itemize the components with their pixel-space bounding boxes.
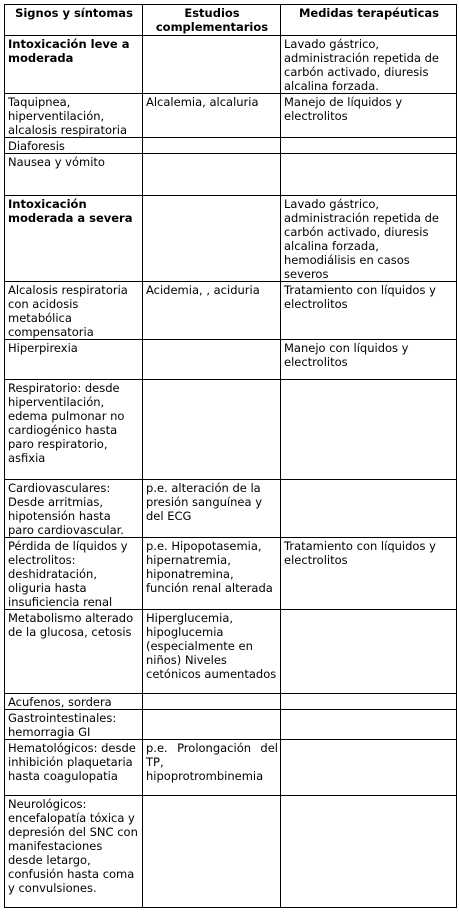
measures-cell xyxy=(281,694,457,710)
studies-cell xyxy=(143,138,281,154)
studies-cell: Alcalemia, alcaluria xyxy=(143,94,281,138)
measures-cell xyxy=(281,796,457,908)
table-row xyxy=(5,340,457,380)
table-row xyxy=(5,94,457,138)
measures-cell: Manejo con líquidos y electrolitos xyxy=(281,340,457,380)
measures-cell xyxy=(281,380,457,480)
table-row xyxy=(5,740,457,796)
table-row xyxy=(5,138,457,154)
measures-cell xyxy=(281,740,457,796)
studies-cell xyxy=(143,694,281,710)
header-studies: Estudios complementarios xyxy=(143,5,281,36)
table-row xyxy=(5,610,457,694)
table-row xyxy=(5,380,457,480)
signs-cell: Gastrointestinales: hemorragia GI xyxy=(5,710,143,740)
table-row xyxy=(5,538,457,610)
measures-cell xyxy=(281,480,457,538)
measures-cell xyxy=(281,138,457,154)
table-row xyxy=(5,196,457,282)
studies-cell xyxy=(143,154,281,196)
signs-cell: Acufenos, sordera xyxy=(5,694,143,710)
table-row xyxy=(5,36,457,94)
table-row xyxy=(5,694,457,710)
header-row xyxy=(5,5,457,36)
signs-cell: Intoxicación moderada a severa xyxy=(5,196,143,282)
header-signs: Signos y síntomas xyxy=(5,5,143,36)
studies-cell xyxy=(143,380,281,480)
signs-cell: Pérdida de líquidos y electrolitos: deshidratación, oliguria hasta insuficiencia renal xyxy=(5,538,143,610)
table-row xyxy=(5,282,457,340)
measures-cell: Lavado gástrico, administración repetida de carbón activado, diuresis alcalina forzada. xyxy=(281,36,457,94)
signs-cell: Cardiovasculares: Desde arritmias, hipotensión hasta paro cardiovascular. xyxy=(5,480,143,538)
table-row xyxy=(5,796,457,908)
table-row xyxy=(5,480,457,538)
signs-cell: Hiperpirexia xyxy=(5,340,143,380)
signs-cell: Respiratorio: desde hiperventilación, edema pulmonar no cardiogénico hasta paro respiratorio, asfixia xyxy=(5,380,143,480)
signs-cell: Nausea y vómito xyxy=(5,154,143,196)
studies-cell xyxy=(143,36,281,94)
table-body xyxy=(5,36,457,908)
table-row xyxy=(5,154,457,196)
studies-cell: Hiperglucemia, hipoglucemia (especialmente en niños) Niveles cetónicos aumentados xyxy=(143,610,281,694)
symptoms-table xyxy=(4,4,457,908)
studies-cell xyxy=(143,340,281,380)
signs-cell: Neurológicos: encefalopatía tóxica y depresión del SNC con manifestaciones desde letargo, confusión hasta coma y convulsiones. xyxy=(5,796,143,908)
signs-cell: Alcalosis respiratoria con acidosis metabólica compensatoria xyxy=(5,282,143,340)
measures-cell xyxy=(281,710,457,740)
header-measures: Medidas terapéuticas xyxy=(281,5,457,36)
signs-cell: Metabolismo alterado de la glucosa, cetosis xyxy=(5,610,143,694)
studies-cell: p.e. Hipopotasemia, hipernatremia, hiponatremina, función renal alterada xyxy=(143,538,281,610)
studies-cell xyxy=(143,710,281,740)
measures-cell xyxy=(281,154,457,196)
signs-cell: Taquipnea, hiperventilación, alcalosis respiratoria xyxy=(5,94,143,138)
measures-cell: Tratamiento con líquidos y electrolitos xyxy=(281,538,457,610)
studies-cell xyxy=(143,796,281,908)
table-row xyxy=(5,710,457,740)
studies-cell: Acidemia, , aciduria xyxy=(143,282,281,340)
measures-cell: Tratamiento con líquidos y electrolitos xyxy=(281,282,457,340)
measures-cell: Manejo de líquidos y electrolitos xyxy=(281,94,457,138)
signs-cell: Hematológicos: desde inhibición plaquetaria hasta coagulopatia xyxy=(5,740,143,796)
studies-cell xyxy=(143,196,281,282)
measures-cell xyxy=(281,610,457,694)
measures-cell: Lavado gástrico, administración repetida de carbón activado, diuresis alcalina forzada, hemodiálisis en casos severos xyxy=(281,196,457,282)
signs-cell: Intoxicación leve a moderada xyxy=(5,36,143,94)
studies-cell: p.e. alteración de la presión sanguínea y del ECG xyxy=(143,480,281,538)
studies-cell: p.e. Prolongación del TP, hipoprotrombinemia xyxy=(143,740,281,796)
signs-cell: Diaforesis xyxy=(5,138,143,154)
